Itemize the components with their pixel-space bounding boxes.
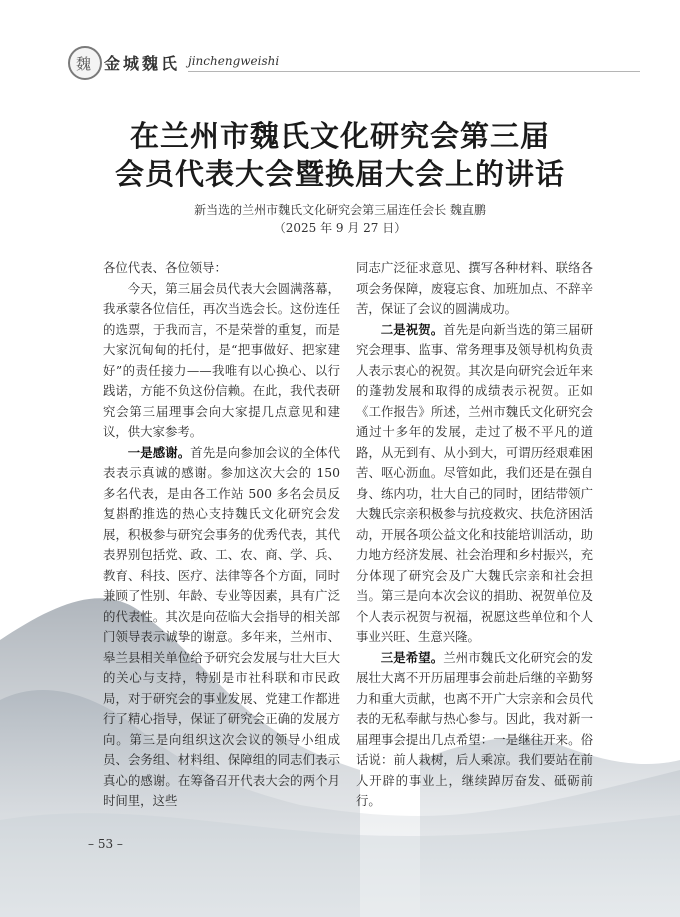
paragraph-congrats — [356, 320, 593, 648]
paragraph-congrats-text: 首先是向新当选的第三届研究会理事、监事、常务理事及领导机构负责人表示衷心的祝贺。其次是向研究会近年来的蓬勃发展和取得的成绩表示祝贺。正如《工作报告》所述，兰州市魏氏文化研究会通过十多年的发展，走过了极不平凡的道路，从无到有、从小到大，可谓历经艰难困苦、呕心沥血。尽管如此，我们还是在强自身、练内功，壮大自己的同时，团结带领广大魏氏宗亲积极参与抗疫救灾、扶危济困活动，开展各项公益文化和技能培训活动，助力地方经济发展、社会治理和乡村振兴，充分体现了研究会及广大魏氏宗亲和社会担当。第三是向本次会议的捐助、祝贺单位及个人表示祝贺与祝福，祝愿这些单位和个人事业兴旺、生意兴隆。 — [356, 321, 594, 644]
section-lead-thanks: 一是感谢。 — [127, 444, 191, 460]
paragraph-intro: 今天，第三届会员代表大会圆满落幕，我承蒙各位信任，再次当选会长。这份连任的选票，于我而言，不是荣誉的重复，而是大家沉甸甸的托付，是“把事做好、把家建好”的责任接力——我唯有以心换心、以行践诺，方能不负这份信赖。在此，我代表研究会第三届理事会向大家提几点意见和建议，供大家参考。 — [103, 280, 340, 439]
byline — [0, 201, 680, 237]
seal-logo-icon: 魏 — [68, 46, 102, 80]
salutation: 各位代表、各位领导： — [103, 260, 227, 275]
section-lead-congrats: 二是祝贺。 — [380, 321, 444, 337]
paragraph-thanks-text: 首先是向参加会议的全体代表表示真诚的感谢。参加这次大会的 150 多名代表，是由各工作站 500 多名会员反复斟酌推选的热心支持魏氏文化研究会发展，积极参与研究会事务的优秀代表，其代表界别包括党、政、工、农、商、学、兵、教育、科技、医疗、法律等各个方面，同时兼顾了性别、年龄、专业等因素，具有广泛的代表性。其次是向莅临大会指导的相关部门领导表示诚挚的谢意。多年来，兰州市、皋兰县相关单位给予研究会发展与壮大巨大的关心与支持，特别是市社科联和市民政局，对于研究会的事业发展、党建工作都进行了精心指导，保证了研究会正确的发展方向。第三是向组织这次会议的领导小组成员、会务组、材料组、保障组的同志们表示真心的感谢。在筹备召开代表大会的两个月时间里，这些 — [103, 444, 341, 808]
running-header — [40, 44, 640, 80]
byline-author: 新当选的兰州市魏氏文化研究会第三届连任会长 魏直鹏 — [194, 203, 486, 217]
header-rule — [188, 71, 640, 72]
section-lead-hope: 三是希望。 — [380, 649, 444, 665]
paragraph-hope-text: 兰州市魏氏文化研究会的发展壮大离不开历届理事会前赴后继的辛勤努力和重大贡献，也离不开广大宗亲和会员代表的无私奉献与热心参与。因此，我对新一届理事会提出几点希望：一是继往开来。俗话说：前人栽树，后人乘凉。我们要站在前人开辟的事业上，继续踔厉奋发、砥砺前行。 — [356, 649, 594, 808]
title-line-1: 在兰州市魏氏文化研究会第三届 — [129, 119, 550, 153]
journal-romanized-name: jinchengweishi — [188, 54, 280, 68]
paragraph-thanks — [103, 443, 340, 812]
page-number: – 53 – — [88, 837, 123, 851]
paragraph-thanks-continued: 同志广泛征求意见、撰写各种材料、联络各项会务保障，废寝忘食、加班加点、不辞辛苦，保证了会议的圆满成功。 — [356, 260, 593, 316]
column-left — [103, 258, 340, 812]
column-right — [356, 258, 593, 812]
article-title — [0, 117, 680, 193]
byline-date: （2025 年 9 月 27 日） — [273, 221, 407, 235]
journal-brand: 金城魏氏 — [104, 54, 181, 73]
title-line-2: 会员代表大会暨换届大会上的讲话 — [114, 157, 565, 191]
paragraph-hope — [356, 648, 593, 812]
